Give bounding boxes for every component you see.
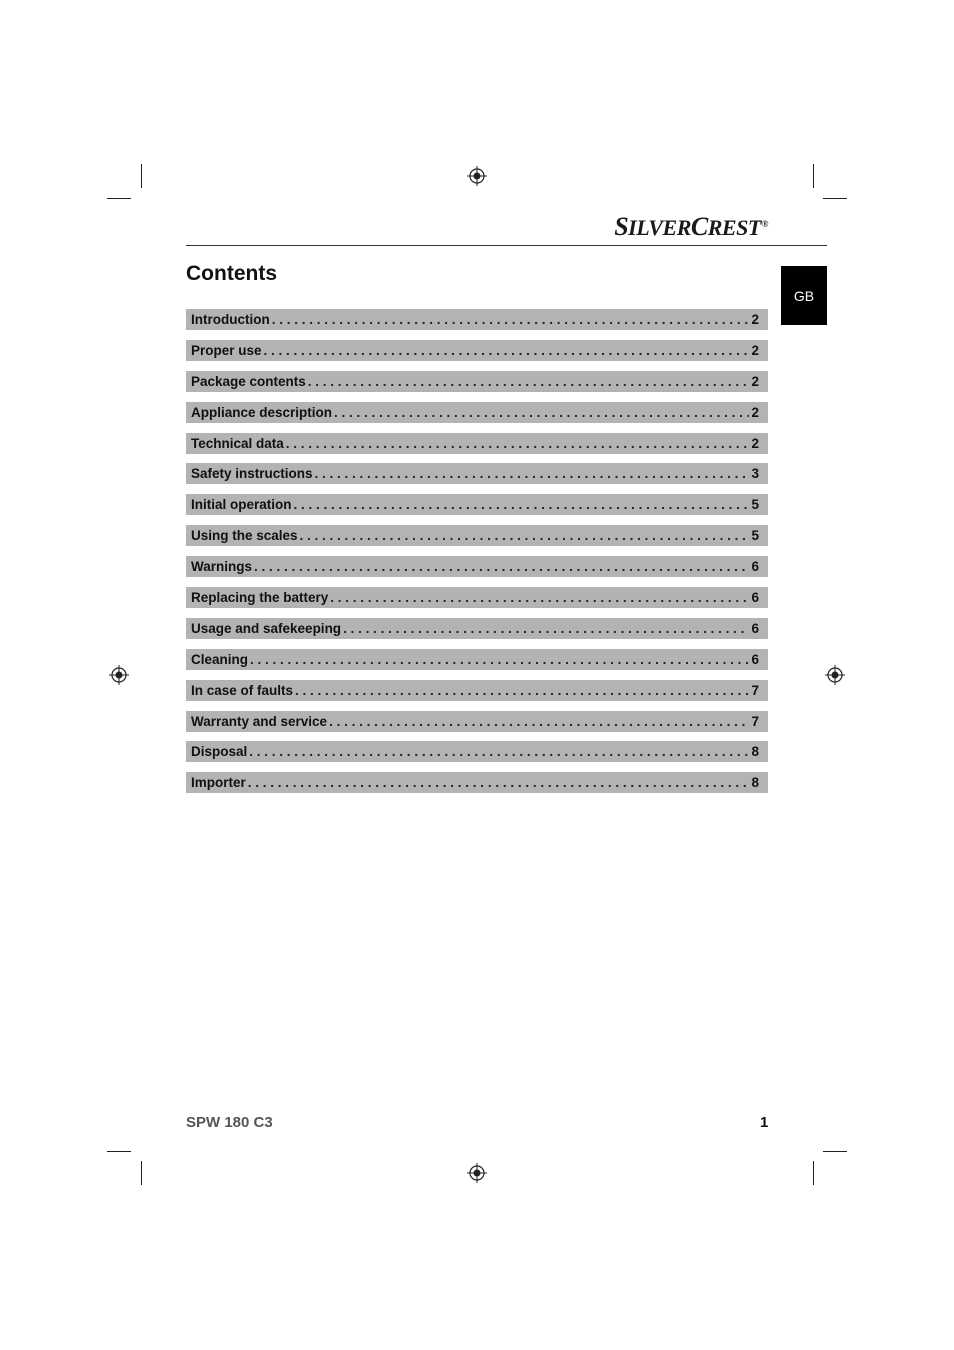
crop-mark: [823, 1151, 847, 1152]
toc-entry-title: Appliance description: [191, 404, 333, 420]
toc-dot-leader: [272, 312, 750, 327]
toc-entry-page: 6: [751, 620, 759, 636]
toc-entry-page: 8: [751, 775, 759, 791]
toc-entry-title: Using the scales: [191, 528, 298, 544]
toc-entry-page: 2: [751, 342, 759, 358]
toc-entry[interactable]: [186, 772, 768, 793]
toc-entry-title: Replacing the battery: [191, 590, 329, 606]
toc-dot-leader: [249, 744, 749, 759]
toc-dot-leader: [248, 775, 750, 790]
crop-mark: [813, 164, 814, 188]
toc-dot-leader: [300, 528, 750, 543]
toc-entry-page: 2: [751, 312, 759, 327]
registration-mark-icon: [467, 166, 487, 186]
toc-entry-page: 6: [751, 559, 759, 575]
toc-dot-leader: [295, 683, 749, 698]
toc-entry-page: 2: [751, 373, 759, 389]
toc-entry[interactable]: [186, 680, 768, 701]
toc-entry-title: Disposal: [191, 744, 248, 760]
toc-dot-leader: [343, 621, 749, 636]
table-of-contents: [186, 309, 768, 803]
toc-entry-page: 6: [751, 590, 759, 606]
toc-entry-title: Technical data: [191, 435, 284, 451]
header-rule: [186, 245, 827, 246]
crop-mark: [141, 1161, 142, 1185]
toc-entry-page: 2: [751, 435, 759, 451]
toc-entry-page: 8: [751, 744, 759, 760]
toc-dot-leader: [334, 405, 749, 420]
toc-dot-leader: [286, 436, 750, 451]
toc-entry-title: Safety instructions: [191, 466, 313, 482]
toc-entry[interactable]: [186, 402, 768, 423]
page-title: Contents: [186, 262, 277, 285]
toc-dot-leader: [329, 714, 749, 729]
toc-entry[interactable]: [186, 309, 768, 330]
toc-dot-leader: [250, 652, 749, 667]
toc-dot-leader: [294, 497, 750, 512]
toc-entry-title: Usage and safekeeping: [191, 620, 342, 636]
toc-entry[interactable]: [186, 494, 768, 515]
toc-entry-title: In case of faults: [191, 682, 294, 698]
toc-entry-title: Package contents: [191, 373, 306, 389]
toc-entry[interactable]: [186, 741, 768, 762]
toc-dot-leader: [254, 559, 749, 574]
crop-mark: [813, 1161, 814, 1185]
toc-dot-leader: [315, 466, 750, 481]
footer-page-number: 1: [760, 1114, 769, 1131]
toc-entry[interactable]: [186, 711, 768, 732]
toc-entry-page: 3: [751, 466, 759, 482]
toc-entry-page: 5: [751, 497, 759, 513]
toc-dot-leader: [264, 343, 750, 358]
toc-entry-page: 5: [751, 528, 759, 544]
toc-dot-leader: [308, 374, 750, 389]
toc-entry-title: Warnings: [191, 559, 253, 575]
registration-mark-icon: [109, 665, 129, 685]
toc-entry[interactable]: [186, 556, 768, 577]
toc-entry-title: Importer: [191, 775, 246, 791]
language-tab: GB: [781, 266, 827, 325]
toc-entry-title: Introduction: [191, 312, 270, 327]
toc-entry[interactable]: [186, 525, 768, 546]
toc-entry[interactable]: [186, 587, 768, 608]
toc-entry[interactable]: [186, 371, 768, 392]
brand-logo: SILVERCREST®: [614, 212, 768, 241]
toc-entry-page: 7: [751, 682, 759, 698]
registration-mark-icon: [825, 665, 845, 685]
toc-entry-title: Cleaning: [191, 651, 249, 667]
crop-mark: [107, 198, 131, 199]
toc-entry[interactable]: [186, 649, 768, 670]
crop-mark: [141, 164, 142, 188]
toc-entry-page: 2: [751, 404, 759, 420]
toc-entry[interactable]: [186, 433, 768, 454]
crop-mark: [823, 198, 847, 199]
toc-entry[interactable]: [186, 618, 768, 639]
toc-entry-title: Initial operation: [191, 497, 292, 513]
toc-dot-leader: [330, 590, 749, 605]
toc-entry-page: 7: [751, 713, 759, 729]
registration-mark-icon: [467, 1163, 487, 1183]
toc-entry-title: Warranty and service: [191, 713, 328, 729]
toc-entry[interactable]: [186, 463, 768, 484]
toc-entry-title: Proper use: [191, 342, 262, 358]
footer-model-number: SPW 180 C3: [186, 1114, 273, 1131]
toc-entry[interactable]: [186, 340, 768, 361]
toc-entry-page: 6: [751, 651, 759, 667]
crop-mark: [107, 1151, 131, 1152]
